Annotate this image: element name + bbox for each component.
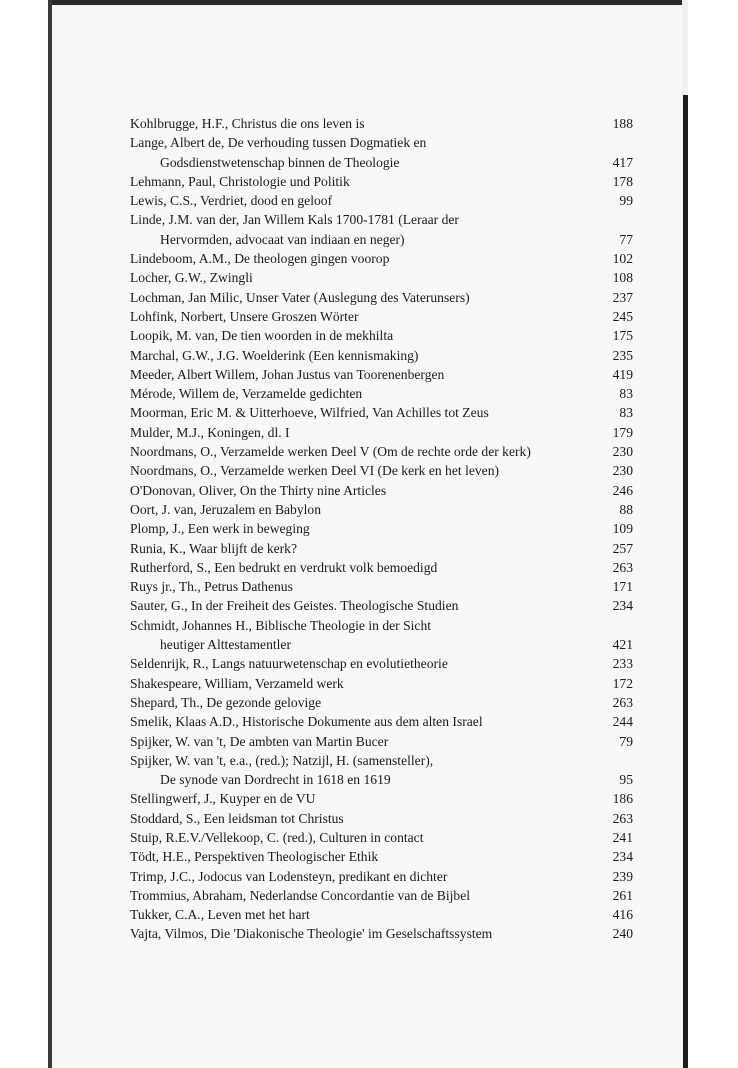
index-entry	[130, 423, 633, 442]
entry-text: Spijker, W. van 't, e.a., (red.); Natzijl, H. (samensteller),	[130, 752, 434, 768]
entry-page-number: 234	[612, 598, 633, 614]
entry-page-number: 175	[612, 328, 633, 344]
entry-text: Lehmann, Paul, Christologie und Politik	[130, 173, 350, 189]
index-entry	[130, 539, 633, 558]
entry-page-number: 179	[612, 424, 633, 440]
entry-page-number: 178	[612, 173, 633, 189]
index-entry	[130, 307, 633, 326]
entry-page-number: 261	[612, 887, 633, 903]
index-entry	[130, 751, 633, 790]
index-entry	[130, 461, 633, 480]
index-entry	[130, 828, 633, 847]
entry-text: Smelik, Klaas A.D., Historische Dokumente aus dem alten Israel	[130, 714, 483, 730]
entry-page-number: 230	[612, 444, 633, 460]
entry-page-number: 88	[619, 501, 633, 517]
entry-page-number: 77	[619, 231, 633, 247]
index-entry	[130, 210, 633, 249]
entry-page-number: 230	[612, 463, 633, 479]
entry-page-number: 263	[612, 810, 633, 826]
entry-text: Meeder, Albert Willem, Johan Justus van Toorenenbergen	[130, 366, 445, 382]
index-entry	[130, 326, 633, 345]
entry-page-number: 245	[612, 308, 633, 324]
entry-text: Mérode, Willem de, Verzamelde gedichten	[130, 386, 363, 402]
index-entry	[130, 886, 633, 905]
entry-page-number: 108	[612, 270, 633, 286]
entry-text: Tukker, C.A., Leven met het hart	[130, 907, 310, 923]
index-entry	[130, 384, 633, 403]
index-entry	[130, 616, 633, 655]
entry-page-number: 263	[612, 559, 633, 575]
entry-text: Plomp, J., Een werk in beweging	[130, 521, 310, 537]
index-entry	[130, 558, 633, 577]
entry-page-number: 241	[612, 829, 633, 845]
index-entry	[130, 249, 633, 268]
index-entry	[130, 847, 633, 866]
entry-text-continuation: Godsdienstwetenschap binnen de Theologie	[160, 154, 400, 170]
entry-text-continuation: Hervormden, advocaat van indiaan en neger)	[160, 231, 405, 247]
entry-text: Trommius, Abraham, Nederlandse Concordantie van de Bijbel	[130, 887, 471, 903]
entry-page-number: 83	[619, 405, 633, 421]
entry-text: Moorman, Eric M. & Uitterhoeve, Wilfried, Van Achilles tot Zeus	[130, 405, 489, 421]
index-entry	[130, 905, 633, 924]
entry-text: Stoddard, S., Een leidsman tot Christus	[130, 810, 344, 826]
entry-text: Ruys jr., Th., Petrus Dathenus	[130, 579, 293, 595]
index-entry	[130, 288, 633, 307]
entry-text: Spijker, W. van 't, De ambten van Martin Bucer	[130, 733, 389, 749]
entry-page-number: 234	[612, 849, 633, 865]
entry-page-number: 244	[612, 714, 633, 730]
entry-page-number: 263	[612, 694, 633, 710]
scan-edge-right-shadow	[683, 95, 688, 1068]
index-entry	[130, 442, 633, 461]
entry-text: Vajta, Vilmos, Die 'Diakonische Theologie' im Geselschaftssystem	[130, 926, 493, 942]
entry-page-number: 416	[612, 907, 633, 923]
index-entry	[130, 596, 633, 615]
index-entry	[130, 481, 633, 500]
entry-page-number: 95	[619, 772, 633, 788]
index-entry	[130, 172, 633, 191]
entry-text-continuation: De synode van Dordrecht in 1618 en 1619	[160, 772, 391, 788]
entry-text: Rutherford, S., Een bedrukt en verdrukt volk bemoedigd	[130, 559, 438, 575]
entry-text: Shakespeare, William, Verzameld werk	[130, 675, 344, 691]
entry-text: O'Donovan, Oliver, On the Thirty nine Articles	[130, 482, 387, 498]
entry-text: Runia, K., Waar blijft de kerk?	[130, 540, 298, 556]
entry-page-number: 171	[612, 579, 633, 595]
index-entry	[130, 133, 633, 172]
entry-text: Kohlbrugge, H.F., Christus die ons leven is	[130, 116, 365, 131]
entry-text: Tödt, H.E., Perspektiven Theologischer Ethik	[130, 849, 379, 865]
index-entry	[130, 867, 633, 886]
entry-text-continuation: heutiger Alttestamentler	[160, 637, 291, 653]
index-entry	[130, 191, 633, 210]
entry-text: Lange, Albert de, De verhouding tussen Dogmatiek en	[130, 135, 427, 151]
entry-page-number: 246	[612, 482, 633, 498]
index-entry	[130, 732, 633, 751]
entry-text: Oort, J. van, Jeruzalem en Babylon	[130, 501, 322, 517]
entry-text: Lochman, Jan Milic, Unser Vater (Auslegung des Vaterunsers)	[130, 289, 470, 305]
index-entry	[130, 403, 633, 422]
index-entry	[130, 346, 633, 365]
index-entry	[130, 924, 633, 943]
entry-text: Lindeboom, A.M., De theologen gingen voorop	[130, 251, 390, 267]
index-entry	[130, 114, 633, 133]
entry-text: Noordmans, O., Verzamelde werken Deel V (Om de rechte orde der kerk)	[130, 444, 531, 460]
entry-page-number: 188	[612, 116, 633, 131]
entry-page-number: 83	[619, 386, 633, 402]
entry-text: Schmidt, Johannes H., Biblische Theologie in der Sicht	[130, 617, 432, 633]
index-entry	[130, 577, 633, 596]
index-entry	[130, 500, 633, 519]
entry-page-number: 257	[612, 540, 633, 556]
entry-text: Mulder, M.J., Koningen, dl. I	[130, 424, 290, 440]
entry-page-number: 79	[619, 733, 633, 749]
entry-text: Linde, J.M. van der, Jan Willem Kals 1700-1781 (Leraar der	[130, 212, 459, 228]
index-entry	[130, 268, 633, 287]
index-entry	[130, 365, 633, 384]
index-entry	[130, 519, 633, 538]
entry-page-number: 172	[612, 675, 633, 691]
entry-text: Marchal, G.W., J.G. Woelderink (Een kennismaking)	[130, 347, 419, 363]
index-entry	[130, 712, 633, 731]
entry-page-number: 235	[612, 347, 633, 363]
entry-text: Lewis, C.S., Verdriet, dood en geloof	[130, 193, 333, 209]
index-entry	[130, 809, 633, 828]
entry-page-number: 421	[612, 637, 633, 653]
index-entry	[130, 654, 633, 673]
entry-page-number: 109	[612, 521, 633, 537]
entry-page-number: 419	[612, 366, 633, 382]
entry-text: Seldenrijk, R., Langs natuurwetenschap en evolutietheorie	[130, 656, 448, 672]
entry-text: Stuip, R.E.V./Vellekoop, C. (red.), Culturen in contact	[130, 829, 424, 845]
index-entry	[130, 789, 633, 808]
entry-text: Sauter, G., In der Freiheit des Geistes. Theologische Studien	[130, 598, 459, 614]
entry-text: Lohfink, Norbert, Unsere Groszen Wörter	[130, 308, 359, 324]
entry-page-number: 237	[612, 289, 633, 305]
entry-page-number: 240	[612, 926, 633, 942]
entry-text: Trimp, J.C., Jodocus van Lodensteyn, predikant en dichter	[130, 868, 448, 884]
index-entry	[130, 693, 633, 712]
entry-text: Stellingwerf, J., Kuyper en de VU	[130, 791, 316, 807]
entry-page-number: 186	[612, 791, 633, 807]
index-entry	[130, 674, 633, 693]
entry-page-number: 102	[612, 251, 633, 267]
entry-text: Loopik, M. van, De tien woorden in de mekhilta	[130, 328, 394, 344]
entry-text: Shepard, Th., De gezonde gelovige	[130, 694, 322, 710]
entry-page-number: 99	[619, 193, 633, 209]
index-list	[130, 114, 633, 944]
entry-text: Locher, G.W., Zwingli	[130, 270, 253, 286]
entry-page-number: 233	[612, 656, 633, 672]
entry-text: Noordmans, O., Verzamelde werken Deel VI (De kerk en het leven)	[130, 463, 500, 479]
entry-page-number: 239	[612, 868, 633, 884]
entry-page-number: 417	[612, 154, 633, 170]
